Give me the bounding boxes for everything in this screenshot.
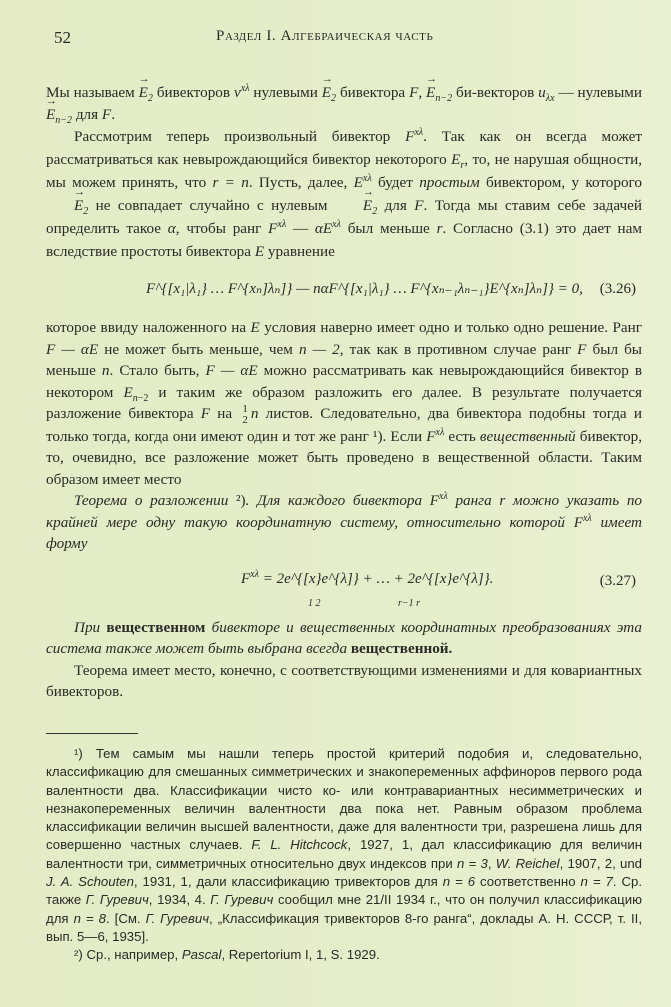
equation-3-27: $F^{x\lambda}$ = 2e^{[x}e^{λ]} + … + 2e^{[x}e^{λ]}. 1 2 r−1 r (3.27) (241, 568, 636, 609)
equation-number: (3.26) (599, 281, 636, 297)
footnote-1: ¹) Тем самым мы нашли теперь простой критерий подобия и, следовательно, классификацию для смешанных симметрических и знакопеременных аффиноров первого рода валентности два. Классификации чисто ко- или контравариантных несимметрических и незнакопеременных величин валентности два пока нет. Равным образом проблема классификации величин высшей валентности, даже для валентности три, разрешена лишь для совершенно частных случаев. F. L. Hitchcock, 1927, 1, дал классификацию для величин валентности три, симметричных относительно двух индексов при n = 3, W. Reichel, 1907, 2, und J. A. Schouten, 1931, 1, дали классификацию тривекторов для n = 6 соответственно n = 7. Ср. также Г. Гуревич, 1934, 4. Г. Гуревич сообщил мне 21/II 1934 г., что он получил классификацию для n = 8. [См. Г. Гуревич, „Классификация тривекторов 8-го ранга“, доклады А. Н. СССР, т. II, вып. 5—6, 1935]. (46, 746, 643, 944)
theorem: Теорема о разложении ²). Для каждого бивектора $F^{x\lambda}$ ранга r можно указать по крайней мере одну такую координатную систему, относительно которой $F^{x\lambda}$ имеет форму (46, 490, 643, 553)
page-header (46, 28, 625, 52)
running-title: Раздел I. Алгебраическая часть (216, 28, 434, 44)
equation-number: (3.27) (599, 572, 636, 589)
paragraph-1: Мы называем → $E_2$ бивекторов $v^{x\lambda}$ нулевыми → $E_2$ бивектора F, → $E_{n-2}$ би-векторов $u_{\lambda x}$ — нулевыми → $E_{n-2}$ для F. (46, 82, 642, 125)
paragraph-4: При вещественном бивекторе и вещественных координатных преобразованиях эта система также может быть выбрана всегда вещественной. (46, 618, 642, 658)
footnotes (46, 745, 642, 965)
footnote-divider (46, 733, 138, 734)
paragraph-5: Теорема имеет место, конечно, с соответствующими изменениями и для ковариантных бивекторов. (46, 661, 642, 701)
vector-e2: → $E_2$ (139, 82, 153, 104)
paragraph-3: которое ввиду наложенного на E условия наверно имеет одно и только одно решение. Ранг F — αE не может быть меньше, чем n — 2, так как в противном случае ранг F был бы меньше n. Стало быть, F — αE можно рассматривать как невырождающийся бивектор в некотором $E_{n-2}$ и таким же образом разложить его далее. В результате получается разложение бивектора F на 1 2 n листов. Следовательно, два бивектора подобны тогда и только тогда, когда они имеют один и тот же ранг ¹). Если $F^{x\lambda}$ есть вещественный бивектор, то, очевидно, все разложение может быть проведено в вещественной области. Таким образом имеет место (46, 319, 643, 488)
main-text (46, 82, 642, 703)
footnote-ref-1[interactable]: ¹) (372, 427, 383, 445)
equation-expression: $F^{x\lambda}$ = 2e^{[x}e^{λ]} + … + 2e^{[x}e^{λ]}. (241, 568, 494, 587)
page-number: 52 (54, 28, 71, 47)
equation-3-26 (46, 269, 642, 311)
fraction-one-half: 1 2 (242, 402, 248, 426)
equation-expression: F^{[x₁|λ₁} … F^{xₙ]λₙ]} — nαF^{[x₁|λ₁} … F^{xₙ₋₁λₙ₋₁}E^{xₙ]λₙ]} = 0, (146, 281, 583, 297)
footnote-ref-2[interactable]: ²) (235, 492, 246, 510)
paragraph-2: Рассмотрим теперь произвольный бивектор $F^{x\lambda}$. Так как он всегда может рассматриваться как невырождающийся бивектор некоторого $E_r$, то, не нарушая общности, мы можем принять, что r = n. Пусть, далее, $E^{x\lambda}$ будет простым бивектором, у которого → $E_2$ не совпадает случайно с нулевым → $E_2$ для F. Тогда мы ставим себе задачей определить такое α, чтобы ранг $F^{x\lambda}$ — $\alpha E^{x\lambda}$ был меньше r. Согласно (3.1) это дает нам вследствие простоты бивектора E уравнение (46, 125, 642, 263)
footnote-2: ²) Ср., например, Pascal, Repertorium I, 1, S. 1929. (74, 947, 380, 963)
